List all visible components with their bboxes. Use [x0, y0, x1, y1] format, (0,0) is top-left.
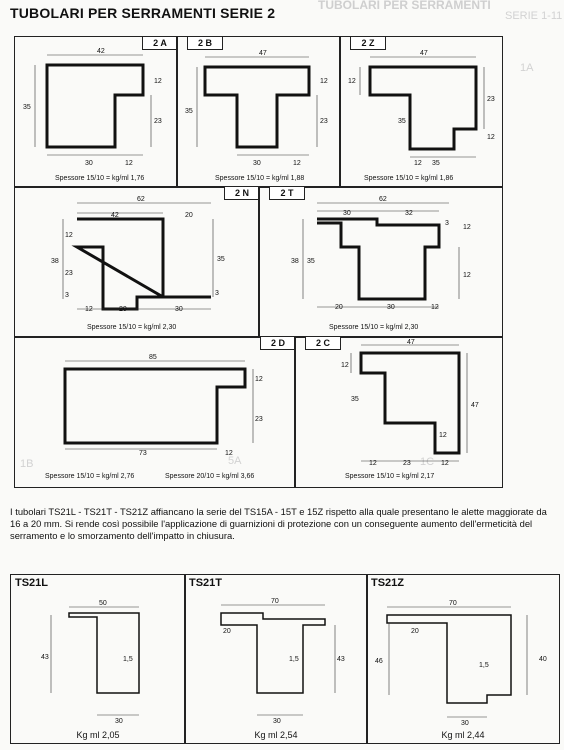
dim-label: 12 — [414, 160, 422, 167]
dim-label: 3 — [215, 290, 219, 297]
profile-code: 2 Z — [350, 37, 386, 50]
profile-2b-drawing — [177, 37, 340, 187]
dim-label: 30 — [85, 160, 93, 167]
ts21l-drawing — [11, 575, 185, 743]
dim-label: 20 — [223, 628, 231, 635]
profile-2d-drawing — [15, 337, 295, 487]
profile-code: 2 T — [269, 187, 305, 200]
dim-label: 47 — [420, 50, 428, 57]
dim-label: 12 — [320, 78, 328, 85]
dim-label: 12 — [463, 272, 471, 279]
dim-label: 35 — [398, 118, 406, 125]
page-title: TUBOLARI PER SERRAMENTI SERIE 2 — [10, 5, 276, 21]
dim-label: 23 — [65, 270, 73, 277]
spec-text: Spessore 15/10 = kg/ml 1,88 — [215, 175, 305, 182]
dim-label: 73 — [139, 450, 147, 457]
dim-label: 85 — [149, 354, 157, 361]
dim-label: 35 — [185, 108, 193, 115]
profile-panel-2a — [14, 36, 178, 188]
profile-2z-drawing — [340, 37, 502, 187]
dim-label: 35 — [217, 256, 225, 263]
ts-code: TS21Z — [371, 577, 405, 589]
dim-label: 40 — [539, 656, 547, 663]
ghost-label: 5A — [228, 455, 242, 467]
dim-label: 30 — [273, 718, 281, 725]
dim-label: 23 — [154, 118, 162, 125]
profile-code: 2 B — [187, 37, 223, 50]
ts21z-drawing — [367, 575, 559, 743]
profile-code: 2 N — [224, 187, 259, 200]
profile-2a-drawing — [15, 37, 177, 187]
spec-text: Spessore 15/10 = kg/ml 1,86 — [364, 175, 454, 182]
dim-label: 12 — [85, 306, 93, 313]
profile-panel-2t — [258, 186, 503, 338]
dim-label: 12 — [431, 304, 439, 311]
ts21l-panel — [10, 574, 186, 744]
dim-label: 32 — [405, 210, 413, 217]
spec-text: Spessore 15/10 = kg/ml 2,76 — [45, 473, 135, 480]
dim-label: 12 — [348, 78, 356, 85]
dim-label: 12 — [154, 78, 162, 85]
ghost-label: 1C — [420, 456, 435, 468]
dim-label: 50 — [99, 600, 107, 607]
dim-label: 35 — [351, 396, 359, 403]
dim-label: 12 — [463, 224, 471, 231]
profile-2c-drawing — [295, 337, 502, 487]
dim-label: 30 — [115, 718, 123, 725]
dim-label: 23 — [255, 416, 263, 423]
dim-label: 20 — [185, 212, 193, 219]
dim-label: 1,5 — [123, 656, 133, 663]
dim-label: 30 — [253, 160, 261, 167]
dim-label: 12 — [65, 232, 73, 239]
dim-label: 47 — [407, 339, 415, 346]
profile-panel-2b — [176, 36, 341, 188]
dim-label: 20 — [411, 628, 419, 635]
weight-label: Kg ml 2,44 — [441, 730, 485, 740]
spec-text: Spessore 15/10 = kg/ml 2,30 — [329, 324, 419, 331]
ts21z-panel — [366, 574, 560, 744]
ts-code: TS21L — [15, 577, 49, 589]
profile-code: 2 C — [305, 337, 341, 350]
ts21t-panel — [184, 574, 368, 744]
dim-label: 70 — [271, 598, 279, 605]
dim-label: 70 — [449, 600, 457, 607]
dim-label: 12 — [439, 432, 447, 439]
dim-label: 47 — [259, 50, 267, 57]
dim-label: 3 — [445, 220, 449, 227]
dim-label: 23 — [487, 96, 495, 103]
dim-label: 12 — [369, 460, 377, 467]
dim-label: 12 — [341, 362, 349, 369]
dim-label: 30 — [343, 210, 351, 217]
dim-label: 62 — [379, 196, 387, 203]
description-paragraph: I tubolari TS21L - TS21T - TS21Z affiancano la serie del TS15A - 15T e 15Z rispetto alla quale presentano le alette maggiorate da 16 a 20 mm. Si rende così possibile l'applicazione di guarnizioni di protezione con un conseguente aumento dell'ermeticità del serramento e lo smorzamento dell'impatto in chiusura. — [10, 506, 547, 542]
profile-2n-drawing — [15, 187, 259, 337]
ghost-label: 1A — [520, 62, 534, 74]
spec-text: Spessore 20/10 = kg/ml 3,66 — [165, 473, 255, 480]
profile-panel-2d — [14, 336, 296, 488]
dim-label: 20 — [119, 306, 127, 313]
dim-label: 35 — [432, 160, 440, 167]
dim-label: 43 — [41, 654, 49, 661]
dim-label: 1,5 — [479, 662, 489, 669]
profile-panel-2n — [14, 186, 260, 338]
ghost-title: TUBOLARI PER SERRAMENTI — [318, 0, 491, 12]
dim-label: 38 — [51, 258, 59, 265]
ts-code: TS21T — [189, 577, 223, 589]
dim-label: 12 — [125, 160, 133, 167]
dim-label: 43 — [337, 656, 345, 663]
dim-label: 12 — [255, 376, 263, 383]
dim-label: 30 — [387, 304, 395, 311]
dim-label: 12 — [441, 460, 449, 467]
profile-panel-2z — [339, 36, 503, 188]
dim-label: 1,5 — [289, 656, 299, 663]
dim-label: 35 — [307, 258, 315, 265]
dim-label: 35 — [23, 104, 31, 111]
profile-code: 2 A — [142, 37, 177, 50]
spec-text: Spessore 15/10 = kg/ml 2,30 — [87, 324, 177, 331]
dim-label: 30 — [461, 720, 469, 727]
dim-label: 20 — [335, 304, 343, 311]
dim-label: 23 — [320, 118, 328, 125]
profile-2t-drawing — [259, 187, 502, 337]
profile-code: 2 D — [260, 337, 295, 350]
ts21t-drawing — [185, 575, 367, 743]
dim-label: 12 — [225, 450, 233, 457]
weight-label: Kg ml 2,54 — [254, 730, 298, 740]
dim-label: 62 — [137, 196, 145, 203]
dim-label: 38 — [291, 258, 299, 265]
ghost-subtitle: SERIE 1-11 — [505, 10, 563, 22]
weight-label: Kg ml 2,05 — [76, 730, 120, 740]
profile-panel-2c — [294, 336, 503, 488]
dim-label: 42 — [97, 48, 105, 55]
dim-label: 3 — [65, 292, 69, 299]
dim-label: 30 — [175, 306, 183, 313]
spec-text: Spessore 15/10 = kg/ml 2,17 — [345, 473, 435, 480]
dim-label: 42 — [111, 212, 119, 219]
dim-label: 47 — [471, 402, 479, 409]
dim-label: 46 — [375, 658, 383, 665]
ghost-label: 1B — [20, 458, 34, 470]
dim-label: 23 — [403, 460, 411, 467]
dim-label: 12 — [293, 160, 301, 167]
spec-text: Spessore 15/10 = kg/ml 1,76 — [55, 175, 145, 182]
dim-label: 12 — [487, 134, 495, 141]
